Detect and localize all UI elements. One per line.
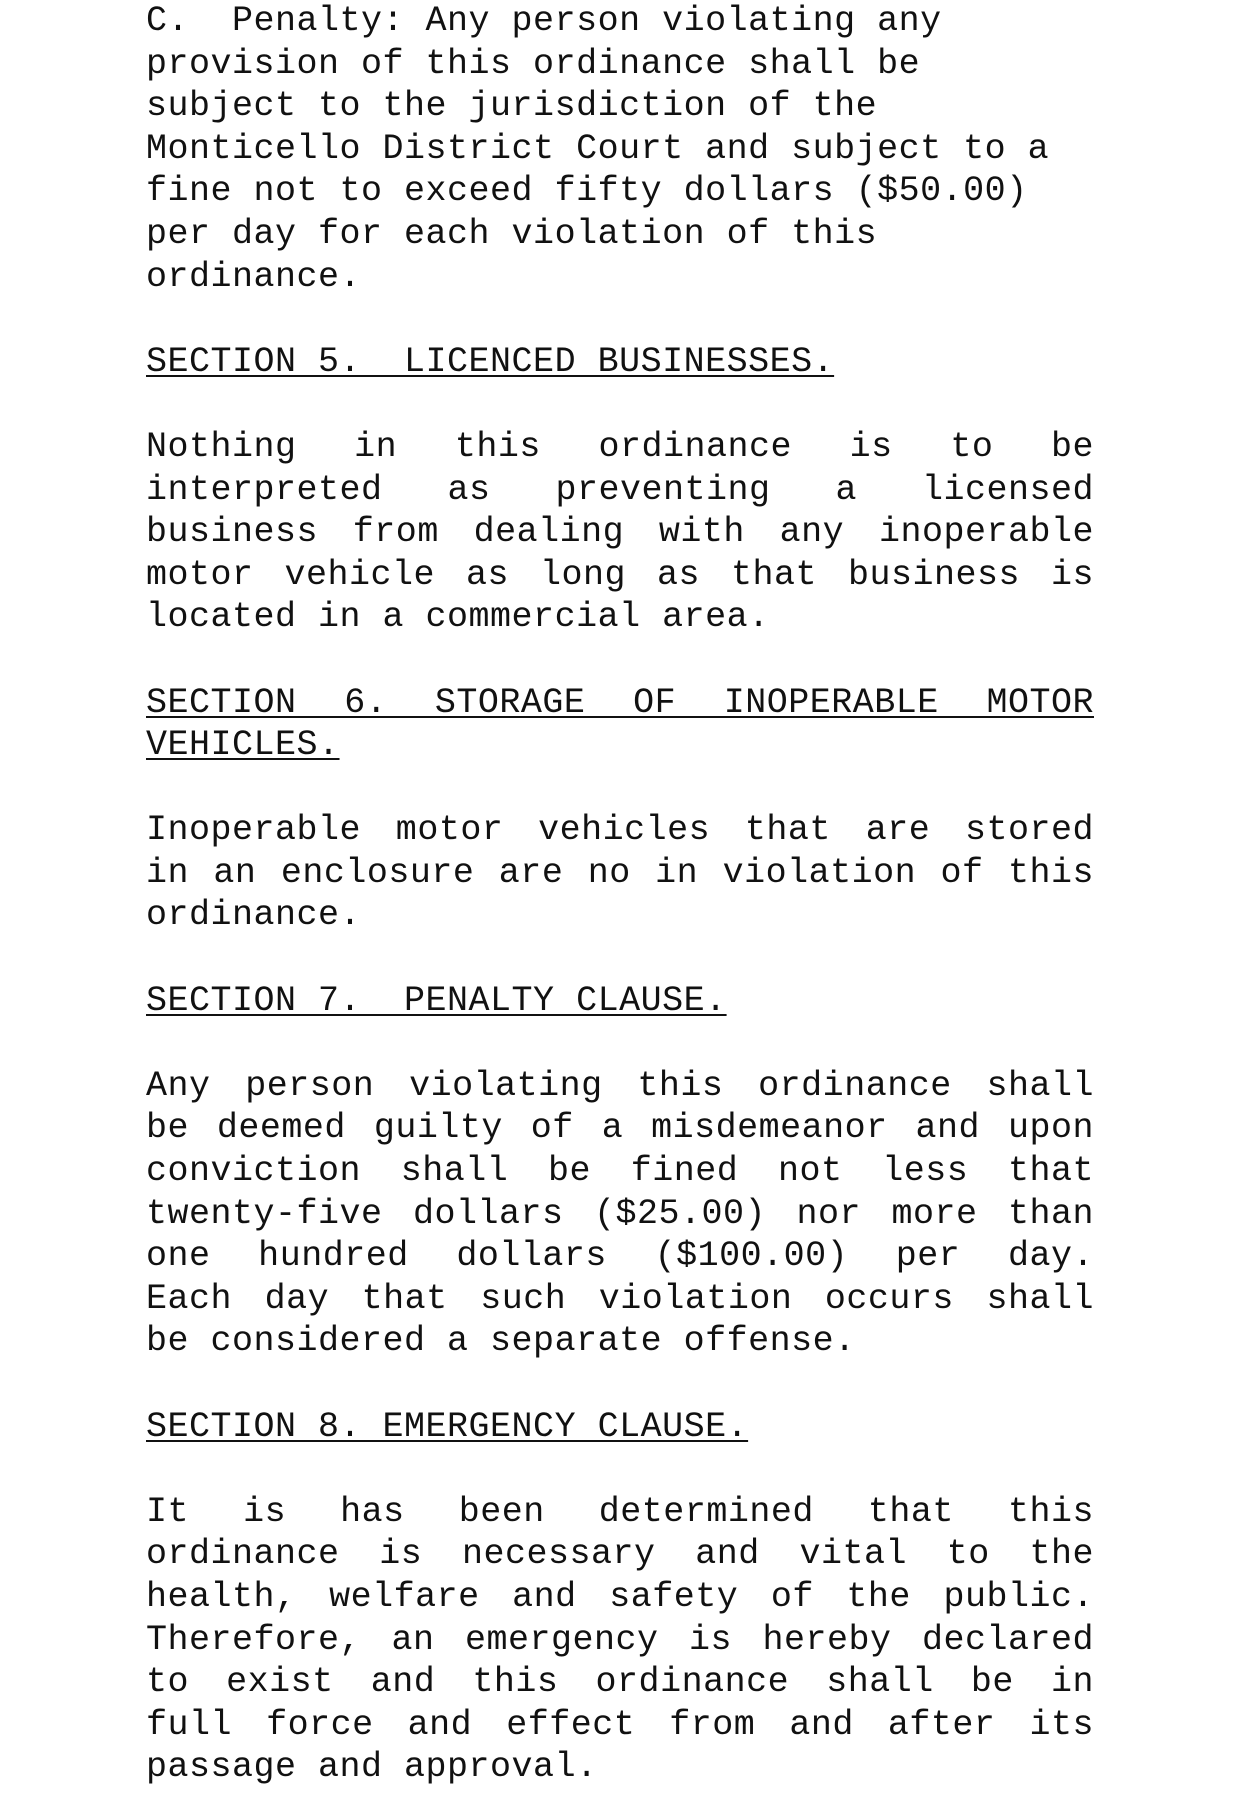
text-line: Therefore, an emergency is hereby declared [146, 1619, 1094, 1660]
text-line: provision of this ordinance shall be [146, 43, 921, 84]
section-6-heading: SECTION 6. STORAGE OF INOPERABLE MOTOR [146, 682, 1094, 723]
text-line: ordinance is necessary and vital to the [146, 1534, 1094, 1575]
text-line: Nothing in this ordinance is to be [146, 426, 1094, 467]
text-line: be deemed guilty of a misdemeanor and upon [146, 1108, 1094, 1149]
text-line: Monticello District Court and subject to a [146, 128, 1050, 169]
section-5-body [146, 426, 1094, 639]
text-line: C. Penalty: Any person violating any [146, 1, 942, 41]
text-line: ordinance. [146, 895, 362, 936]
section-6-body [146, 809, 1094, 937]
section-6-heading-block [146, 682, 1094, 767]
text-line: Inoperable motor vehicles that are stored [146, 810, 1094, 851]
text-line: subject to the jurisdiction of the [146, 86, 878, 127]
section-7-body [146, 1065, 1094, 1363]
text-line: motor vehicle as long as that business is [146, 554, 1094, 595]
penalty-paragraph [146, 0, 1094, 298]
section-5-heading-block [146, 341, 1094, 384]
text-line: one hundred dollars ($100.00) per day. [146, 1236, 1094, 1277]
section-8-heading: SECTION 8. EMERGENCY CLAUSE. [146, 1406, 749, 1447]
section-5-heading: SECTION 5. LICENCED BUSINESSES. [146, 341, 835, 382]
text-line: Each day that such violation occurs shall [146, 1278, 1094, 1319]
section-8-heading-block [146, 1406, 1094, 1449]
section-7-heading-block [146, 980, 1094, 1023]
text-line: in an enclosure are no in violation of this [146, 852, 1094, 893]
text-line: passage and approval. [146, 1747, 598, 1788]
text-line: full force and effect from and after its [146, 1704, 1094, 1745]
text-line: twenty-five dollars ($25.00) nor more than [146, 1193, 1094, 1234]
text-line: ordinance. [146, 256, 362, 297]
text-line: located in a commercial area. [146, 597, 770, 638]
text-line: to exist and this ordinance shall be in [146, 1662, 1094, 1703]
text-line: conviction shall be fined not less that [146, 1151, 1094, 1192]
text-line: It is has been determined that this [146, 1491, 1094, 1532]
text-line: business from dealing with any inoperable [146, 512, 1094, 553]
text-line: be considered a separate offense. [146, 1321, 856, 1362]
section-7-heading: SECTION 7. PENALTY CLAUSE. [146, 980, 727, 1021]
document-page [146, 0, 1094, 1789]
text-line: per day for each violation of this [146, 213, 878, 254]
section-8-body [146, 1491, 1094, 1789]
text-line: Any person violating this ordinance shall [146, 1065, 1094, 1106]
text-line: fine not to exceed fifty dollars ($50.00) [146, 171, 1028, 212]
text-line: health, welfare and safety of the public. [146, 1576, 1094, 1617]
section-6-heading-continued: VEHICLES. [146, 725, 340, 766]
text-line: interpreted as preventing a licensed [146, 469, 1094, 510]
